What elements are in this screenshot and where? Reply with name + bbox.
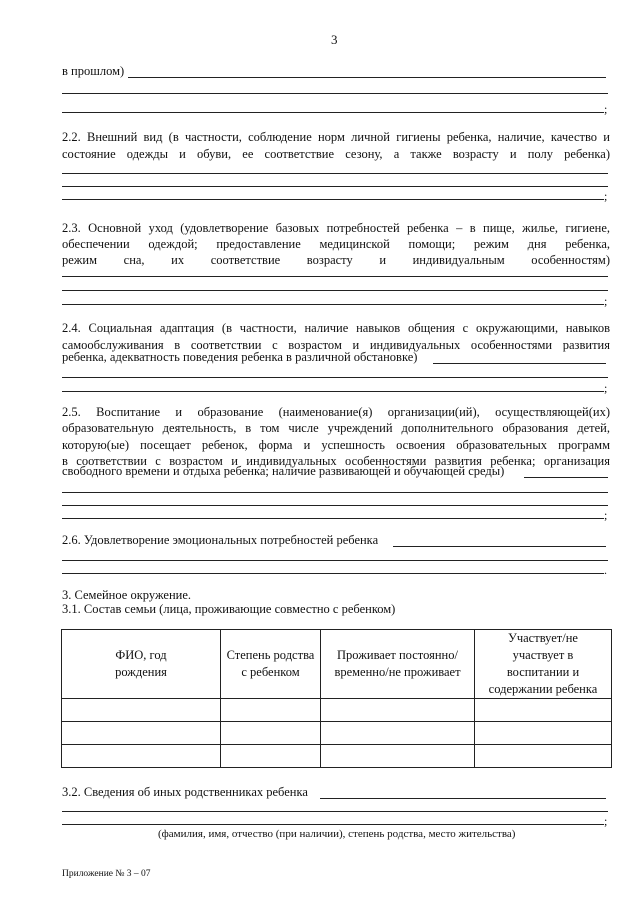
past-fill-line[interactable] <box>128 77 606 78</box>
col-header-relation: Степень родства с ребенком <box>221 630 321 699</box>
table-cell[interactable] <box>62 722 221 745</box>
table-cell[interactable] <box>62 699 221 722</box>
answer-line[interactable] <box>62 560 608 561</box>
answer-line[interactable] <box>62 391 604 392</box>
answer-line[interactable] <box>62 112 604 113</box>
section-2-5-line1: 2.5. Воспитание и образование (наименование(я) организации(ий), осуществляющей(их) <box>62 405 610 419</box>
answer-line[interactable] <box>524 477 608 478</box>
section-2-5-line4: в соответствии с возрастом и индивидуальных особенностями развития ребенка; организация <box>62 454 610 468</box>
table-row <box>62 722 612 745</box>
table-cell[interactable] <box>475 745 612 768</box>
answer-line[interactable] <box>62 93 608 94</box>
table-cell[interactable] <box>62 745 221 768</box>
section-2-3-line1: 2.3. Основной уход (удовлетворение базовых потребностей ребенка – в пище, жилье, гигиене, <box>62 221 610 235</box>
answer-line[interactable] <box>393 546 606 547</box>
table-cell[interactable] <box>221 745 321 768</box>
section-3-title: 3. Семейное окружение. <box>62 588 192 602</box>
answer-line[interactable] <box>433 363 606 364</box>
semicolon: ; <box>604 294 608 308</box>
table-row <box>62 745 612 768</box>
section-2-2-line1: 2.2. Внешний вид (в частности, соблюдение норм личной гигиены ребенка, наличие, качество и <box>62 130 610 144</box>
answer-line[interactable] <box>62 377 608 378</box>
col-header-participation: Участвует/не участвует в воспитании и содержании ребенка <box>475 630 612 699</box>
family-table <box>61 629 612 768</box>
answer-line[interactable] <box>62 505 608 506</box>
section-2-6-line1: 2.6. Удовлетворение эмоциональных потребностей ребенка <box>62 533 379 547</box>
table-cell[interactable] <box>321 745 475 768</box>
answer-line[interactable] <box>62 199 604 200</box>
col-header-residence: Проживает постоянно/временно/не проживает <box>321 630 475 699</box>
answer-line[interactable] <box>62 276 608 277</box>
table-row <box>62 699 612 722</box>
section-2-2-line2: состояние одежды и обуви, ее соответствие сезону, а также возрасту и полу ребенка) <box>62 147 610 161</box>
semicolon: ; <box>604 814 608 828</box>
semicolon: ; <box>604 508 608 522</box>
section-3-1-title: 3.1. Состав семьи (лица, проживающие совместно с ребенком) <box>62 602 396 616</box>
relatives-caption: (фамилия, имя, отчество (при наличии), степень родства, место жительства) <box>158 828 516 840</box>
table-cell[interactable] <box>475 722 612 745</box>
table-header-row <box>62 630 612 699</box>
answer-line[interactable] <box>62 811 608 812</box>
table-cell[interactable] <box>221 722 321 745</box>
table-cell[interactable] <box>475 699 612 722</box>
answer-line[interactable] <box>62 304 604 305</box>
answer-line[interactable] <box>62 173 608 174</box>
page-number: 3 <box>331 32 338 47</box>
answer-line[interactable] <box>320 798 606 799</box>
table-cell[interactable] <box>221 699 321 722</box>
section-2-5-line2: образовательную деятельность, в том числе учреждений дополнительного образования детей, <box>62 421 610 435</box>
col-header-name: ФИО, год рождения <box>62 630 221 699</box>
section-3-2-line1: 3.2. Сведения об иных родственниках ребенка <box>62 785 308 799</box>
section-2-3-line2: обеспечении одеждой; предоставление медицинской помощи; режим дня ребенка, <box>62 237 610 251</box>
answer-line[interactable] <box>62 186 608 187</box>
answer-line[interactable] <box>62 518 604 519</box>
section-2-5-line5: свободного времени и отдыха ребенка; наличие развивающей и обучающей среды) <box>62 464 505 478</box>
answer-line[interactable] <box>62 290 608 291</box>
table-cell[interactable] <box>321 722 475 745</box>
table-cell[interactable] <box>321 699 475 722</box>
past-label: в прошлом) <box>62 64 125 78</box>
footer-annex: Приложение № 3 – 07 <box>62 869 151 879</box>
section-2-3-line3: режим сна, их соответствие возрасту и индивидуальным особенностям) <box>62 253 610 267</box>
semicolon: ; <box>604 381 608 395</box>
answer-line[interactable] <box>62 573 604 574</box>
section-2-4-line1: 2.4. Социальная адаптация (в частности, наличие навыков общения с окружающими, навыков <box>62 321 610 335</box>
period: . <box>604 563 607 577</box>
section-2-4-line2: самообслуживания в соответствии с возрастом и индивидуальных особенностями развития <box>62 338 610 352</box>
section-2-4-line3: ребенка, адекватность поведения ребенка в различной обстановке) <box>62 350 418 364</box>
semicolon: ; <box>604 189 608 203</box>
section-2-5-line3: которую(ые) посещает ребенок, форма и успешность освоения образовательных программ <box>62 438 610 452</box>
answer-line[interactable] <box>62 492 608 493</box>
semicolon: ; <box>604 102 608 116</box>
answer-line[interactable] <box>62 824 604 825</box>
